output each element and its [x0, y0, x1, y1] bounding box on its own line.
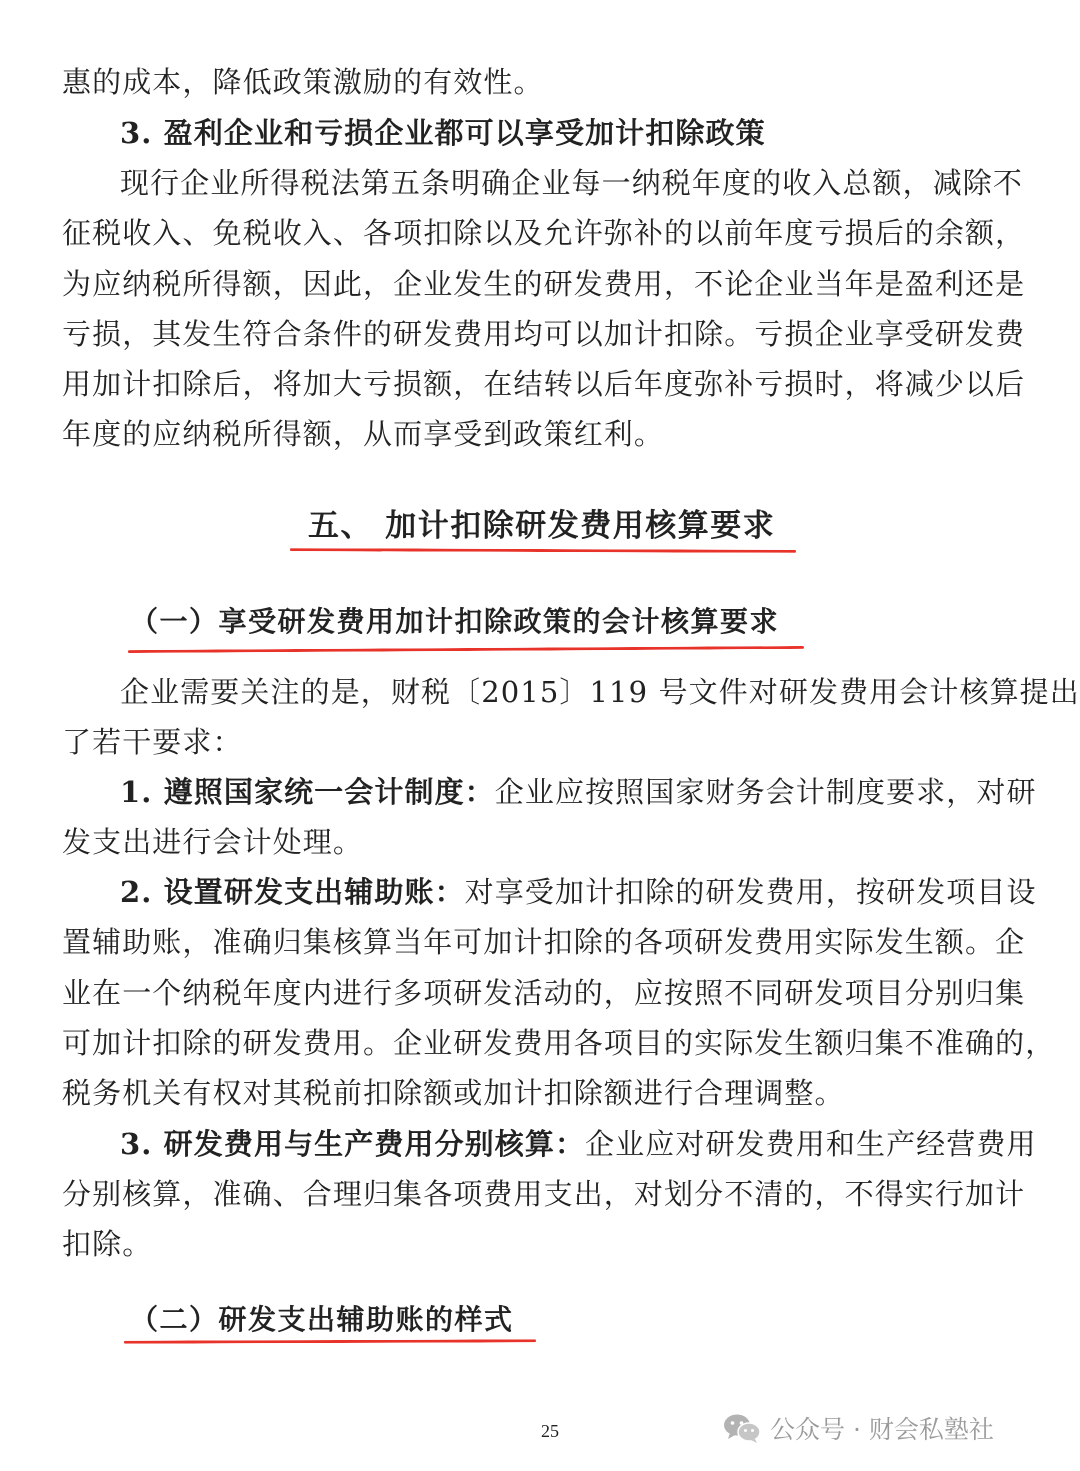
list-item [120, 1124, 1037, 1164]
paragraph-line: 了若干要求： [62, 725, 243, 759]
paragraph-line: 惠的成本，降低政策激励的有效性。 [62, 65, 544, 99]
list-item-text: 企业应对研发费用和生产经营费用 [585, 1127, 1037, 1161]
wechat-icon [722, 1412, 762, 1444]
list-item [120, 772, 1037, 812]
section-heading: 五、 加计扣除研发费用核算要求 [308, 508, 776, 544]
paragraph-line: 用加计扣除后，将加大亏损额，在结转以后年度弥补亏损时，将减少以后 [62, 367, 1026, 401]
paragraph-line: 发支出进行会计处理。 [62, 825, 364, 859]
paragraph-line: 为应纳税所得额，因此，企业发生的研发费用，不论企业当年是盈利还是 [62, 267, 1026, 301]
paragraph-line: 可加计扣除的研发费用。企业研发费用各项目的实际发生额归集不准确的， [62, 1026, 1056, 1060]
subsection-heading: （一）享受研发费用加计扣除政策的会计核算要求 [130, 605, 780, 638]
page-number: 25 [541, 1421, 559, 1441]
item-heading: 3. 盈利企业和亏损企业都可以享受加计扣除政策 [120, 116, 766, 150]
subsection-heading-underline [124, 1339, 536, 1343]
list-item-label: 3. 研发费用与生产费用分别核算： [120, 1127, 586, 1161]
list-item-text: 企业应按照国家财务会计制度要求，对研 [494, 775, 1037, 809]
list-item [120, 872, 1037, 912]
paragraph-line: 分别核算，准确、合理归集各项费用支出，对划分不清的，不得实行加计 [62, 1177, 1026, 1211]
watermark-text: 公众号 · 财会私塾社 [770, 1415, 994, 1444]
list-item-text: 对享受加计扣除的研发费用，按研发项目设 [464, 875, 1037, 909]
paragraph-line: 扣除。 [62, 1227, 153, 1261]
watermark [722, 1404, 994, 1452]
paragraph-line: 亏损，其发生符合条件的研发费用均可以加计扣除。亏损企业享受研发费 [62, 317, 1026, 351]
paragraph-line: 现行企业所得税法第五条明确企业每一纳税年度的收入总额，减除不 [120, 166, 1024, 200]
section-heading-underline [290, 548, 796, 553]
subsection-heading-underline [128, 646, 804, 653]
paragraph-line: 税务机关有权对其税前扣除额或加计扣除额进行合理调整。 [62, 1076, 845, 1110]
paragraph-line: 征税收入、免税收入、各项扣除以及允许弥补的以前年度亏损后的余额， [62, 216, 1026, 250]
paragraph-line: 置辅助账，准确归集核算当年可加计扣除的各项研发费用实际发生额。企 [62, 925, 1026, 959]
paragraph-line: 业在一个纳税年度内进行多项研发活动的，应按照不同研发项目分别归集 [62, 976, 1026, 1010]
paragraph-line: 企业需要关注的是，财税〔2015〕119 号文件对研发费用会计核算提出 [120, 675, 1080, 709]
subsection-heading: （二）研发支出辅助账的样式 [130, 1303, 514, 1336]
paragraph-line: 年度的应纳税所得额，从而享受到政策红利。 [62, 417, 665, 451]
list-item-label: 2. 设置研发支出辅助账： [120, 875, 465, 909]
list-item-label: 1. 遵照国家统一会计制度： [120, 775, 495, 809]
